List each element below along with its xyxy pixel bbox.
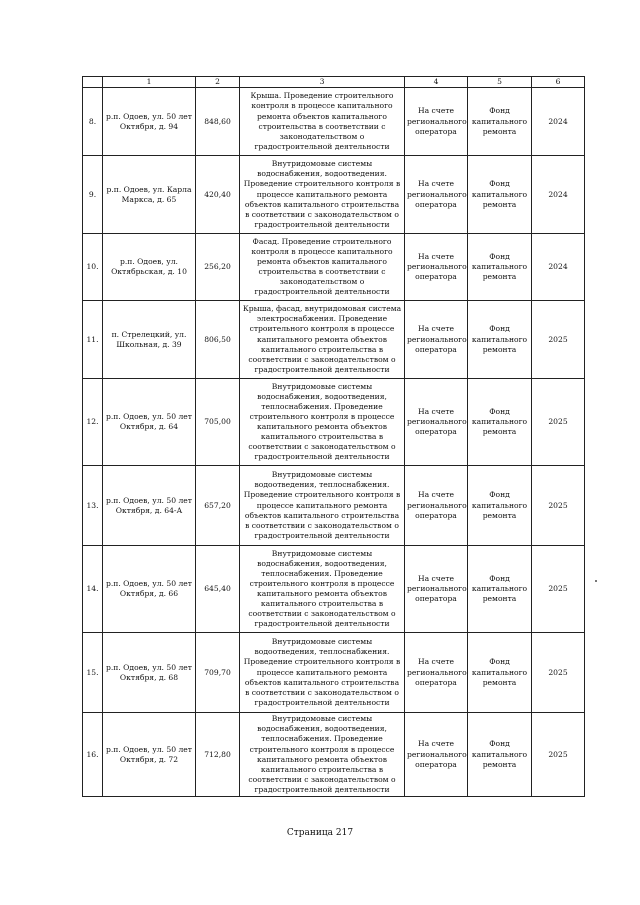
row-number: 9.: [83, 156, 103, 234]
address-cell: р.п. Одоев, ул. 50 лет Октября, д. 68: [103, 633, 196, 713]
table-header-row: [83, 77, 585, 88]
header-cell-2: 2: [196, 77, 240, 88]
row-number: 14.: [83, 546, 103, 633]
work-description-cell: Внутридомовые системы водоснабжения, водоотведения, теплоснабжения. Проведение строительного контроля в процессе капитального ремонта объектов капитального строительства в соответствии с законодательством о градостроительной деятельности: [240, 713, 405, 797]
area-cell: 645,40: [196, 546, 240, 633]
address-cell: р.п. Одоев, ул. 50 лет Октября, д. 94: [103, 88, 196, 156]
table-row: [83, 301, 585, 379]
address-cell: р.п. Одоев, ул. 50 лет Октября, д. 64: [103, 379, 196, 466]
account-cell: На счете регионального оператора: [405, 88, 468, 156]
header-cell-0: [83, 77, 103, 88]
account-cell: На счете регионального оператора: [405, 301, 468, 379]
header-cell-3: 3: [240, 77, 405, 88]
work-description-cell: Крыша. Проведение строительного контроля в процессе капитального ремонта объектов капитального строительства в соответствии с законодательством о градостроительной деятельности: [240, 88, 405, 156]
work-description-cell: Внутридомовые системы водоснабжения, водоотведения, теплоснабжения. Проведение строительного контроля в процессе капитального ремонта объектов капитального строительства в соответствии с законодательством о градостроительной деятельности: [240, 546, 405, 633]
work-description-cell: Внутридомовые системы водоотведения, теплоснабжения. Проведение строительного контроля в процессе капитального ремонта объектов капитального строительства в соответствии с законодательством о градостроительной деятельности: [240, 466, 405, 546]
header-cell-4: 4: [405, 77, 468, 88]
header-cell-1: 1: [103, 77, 196, 88]
address-cell: р.п. Одоев, ул. 50 лет Октября, д. 64-А: [103, 466, 196, 546]
table-row: [83, 546, 585, 633]
row-number: 11.: [83, 301, 103, 379]
header-cell-5: 5: [468, 77, 532, 88]
page-number: Страница 217: [286, 828, 354, 838]
address-cell: р.п. Одоев, ул. 50 лет Октября, д. 72: [103, 713, 196, 797]
area-cell: 657,20: [196, 466, 240, 546]
row-number: 8.: [83, 88, 103, 156]
funding-source-cell: Фонд капитального ремонта: [468, 88, 532, 156]
table-row: [83, 234, 585, 301]
funding-source-cell: Фонд капитального ремонта: [468, 466, 532, 546]
funding-source-cell: Фонд капитального ремонта: [468, 234, 532, 301]
year-cell: 2024: [532, 88, 585, 156]
work-description-cell: Внутридомовые системы водоотведения, теплоснабжения. Проведение строительного контроля в процессе капитального ремонта объектов капитального строительства в соответствии с законодательством о градостроительной деятельности: [240, 633, 405, 713]
account-cell: На счете регионального оператора: [405, 466, 468, 546]
work-description-cell: Внутридомовые системы водоснабжения, водоотведения, теплоснабжения. Проведение строительного контроля в процессе капитального ремонта объектов капитального строительства в соответствии с законодательством о градостроительной деятельности: [240, 379, 405, 466]
year-cell: 2025: [532, 713, 585, 797]
year-cell: 2024: [532, 156, 585, 234]
table-row: [83, 88, 585, 156]
capital-repair-table: [82, 76, 585, 797]
funding-source-cell: Фонд капитального ремонта: [468, 633, 532, 713]
work-description-cell: Внутридомовые системы водоснабжения, водоотведения. Проведение строительного контроля в процессе капитального ремонта объектов капитального строительства в соответствии с законодательством о градостроительной деятельности: [240, 156, 405, 234]
row-number: 12.: [83, 379, 103, 466]
funding-source-cell: Фонд капитального ремонта: [468, 156, 532, 234]
account-cell: На счете регионального оператора: [405, 713, 468, 797]
area-cell: 256,20: [196, 234, 240, 301]
year-cell: 2025: [532, 546, 585, 633]
area-cell: 420,40: [196, 156, 240, 234]
address-cell: р.п. Одоев, ул. Карла Маркса, д. 65: [103, 156, 196, 234]
address-cell: р.п. Одоев, ул. 50 лет Октября, д. 66: [103, 546, 196, 633]
year-cell: 2024: [532, 234, 585, 301]
funding-source-cell: Фонд капитального ремонта: [468, 713, 532, 797]
table-row: [83, 156, 585, 234]
year-cell: 2025: [532, 379, 585, 466]
row-number: 15.: [83, 633, 103, 713]
account-cell: На счете регионального оператора: [405, 156, 468, 234]
work-description-cell: Крыша, фасад, внутридомовая система электроснабжения. Проведение строительного контроля в процессе капитального ремонта объектов капитального строительства в соответствии с законодательством о градостроительной деятельности: [240, 301, 405, 379]
area-cell: 848,60: [196, 88, 240, 156]
address-cell: п. Стрелецкий, ул. Школьная, д. 39: [103, 301, 196, 379]
account-cell: На счете регионального оператора: [405, 379, 468, 466]
year-cell: 2025: [532, 466, 585, 546]
year-cell: 2025: [532, 301, 585, 379]
account-cell: На счете регионального оператора: [405, 546, 468, 633]
area-cell: 806,50: [196, 301, 240, 379]
table-row: [83, 713, 585, 797]
work-description-cell: Фасад. Проведение строительного контроля в процессе капитального ремонта объектов капитального строительства в соответствии с законодательством о градостроительной деятельности: [240, 234, 405, 301]
year-cell: 2025: [532, 633, 585, 713]
row-number: 10.: [83, 234, 103, 301]
scan-speck: [595, 580, 597, 582]
account-cell: На счете регионального оператора: [405, 234, 468, 301]
table-row: [83, 466, 585, 546]
address-cell: р.п. Одоев, ул. Октябрьская, д. 10: [103, 234, 196, 301]
funding-source-cell: Фонд капитального ремонта: [468, 379, 532, 466]
table-row: [83, 633, 585, 713]
funding-source-cell: Фонд капитального ремонта: [468, 546, 532, 633]
row-number: 16.: [83, 713, 103, 797]
account-cell: На счете регионального оператора: [405, 633, 468, 713]
row-number: 13.: [83, 466, 103, 546]
area-cell: 709,70: [196, 633, 240, 713]
funding-source-cell: Фонд капитального ремонта: [468, 301, 532, 379]
area-cell: 712,80: [196, 713, 240, 797]
header-cell-6: 6: [532, 77, 585, 88]
table-row: [83, 379, 585, 466]
area-cell: 705,00: [196, 379, 240, 466]
